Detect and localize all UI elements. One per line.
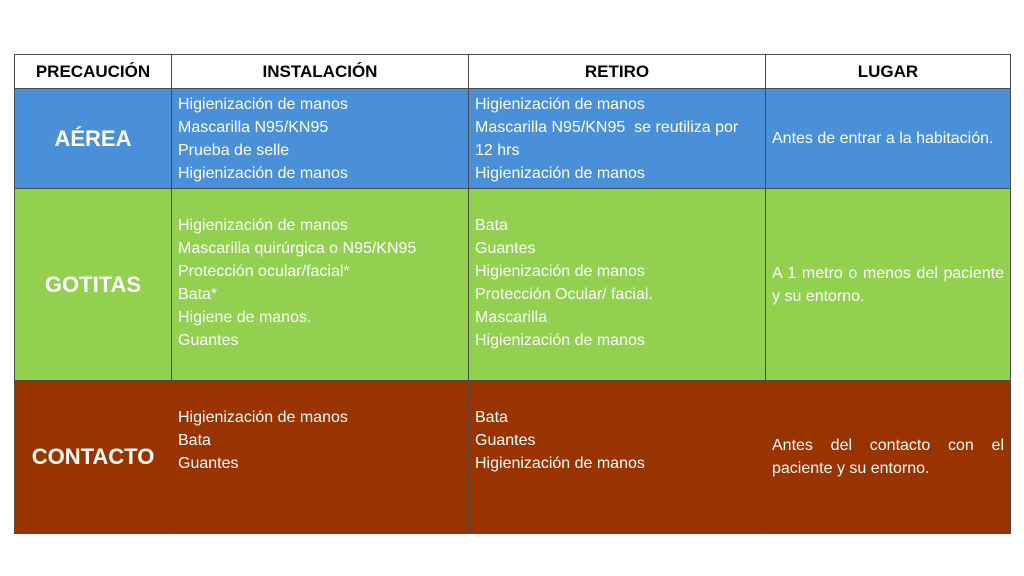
list-item: Prueba de selle	[178, 142, 290, 159]
list-item: Higienización de manos	[475, 165, 645, 182]
retiro-gotitas	[469, 189, 766, 381]
list-item: Higienización de manos	[475, 263, 645, 280]
list-item: Protección Ocular/ facial.	[475, 286, 653, 303]
instalacion-contacto	[172, 381, 469, 534]
lugar-gotitas: A 1 metro o menos del paciente y su entorno.	[766, 189, 1011, 381]
list-item: Higienización de manos	[475, 96, 645, 113]
list-item: Higienización de manos	[178, 217, 348, 234]
list-item: Guantes	[178, 332, 239, 349]
instalacion-aerea	[172, 89, 469, 189]
precautions-table	[14, 54, 1011, 534]
list-item: Bata	[178, 432, 211, 449]
list-item: Higienización de manos	[178, 409, 348, 426]
list-item: Bata	[475, 409, 508, 426]
list-item: Mascarilla N95/KN95 se reutiliza por 12 hrs	[475, 119, 743, 159]
row-contacto	[15, 381, 1011, 534]
category-aerea: AÉREA	[15, 89, 172, 189]
list-item: Mascarilla quirúrgica o N95/KN95	[178, 240, 417, 257]
row-gotitas	[15, 189, 1011, 381]
list-item: Guantes	[475, 240, 536, 257]
retiro-contacto	[469, 381, 766, 534]
list-item: Mascarilla	[475, 309, 548, 326]
header-lugar: LUGAR	[766, 55, 1011, 89]
list-item: Mascarilla N95/KN95	[178, 119, 329, 136]
list-item: Higienización de manos	[178, 165, 348, 182]
list-item: Higiene de manos.	[178, 309, 312, 326]
retiro-aerea	[469, 89, 766, 189]
category-gotitas: GOTITAS	[15, 189, 172, 381]
instalacion-gotitas	[172, 189, 469, 381]
lugar-aerea: Antes de entrar a la habitación.	[766, 89, 1011, 189]
header-retiro: RETIRO	[469, 55, 766, 89]
list-item: Guantes	[178, 455, 239, 472]
list-item: Higienización de manos	[475, 455, 645, 472]
list-item: Higienización de manos	[475, 332, 645, 349]
lugar-contacto: Antes del contacto con el paciente y su entorno.	[766, 381, 1011, 534]
row-aerea	[15, 89, 1011, 189]
header-row	[15, 55, 1011, 89]
list-item: Bata	[475, 217, 508, 234]
list-item: Guantes	[475, 432, 536, 449]
header-precaucion: PRECAUCIÓN	[15, 55, 172, 89]
category-contacto: CONTACTO	[15, 381, 172, 534]
list-item: Protección ocular/facial*	[178, 263, 350, 280]
list-item: Bata*	[178, 286, 218, 303]
list-item: Higienización de manos	[178, 96, 348, 113]
header-instalacion: INSTALACIÓN	[172, 55, 469, 89]
